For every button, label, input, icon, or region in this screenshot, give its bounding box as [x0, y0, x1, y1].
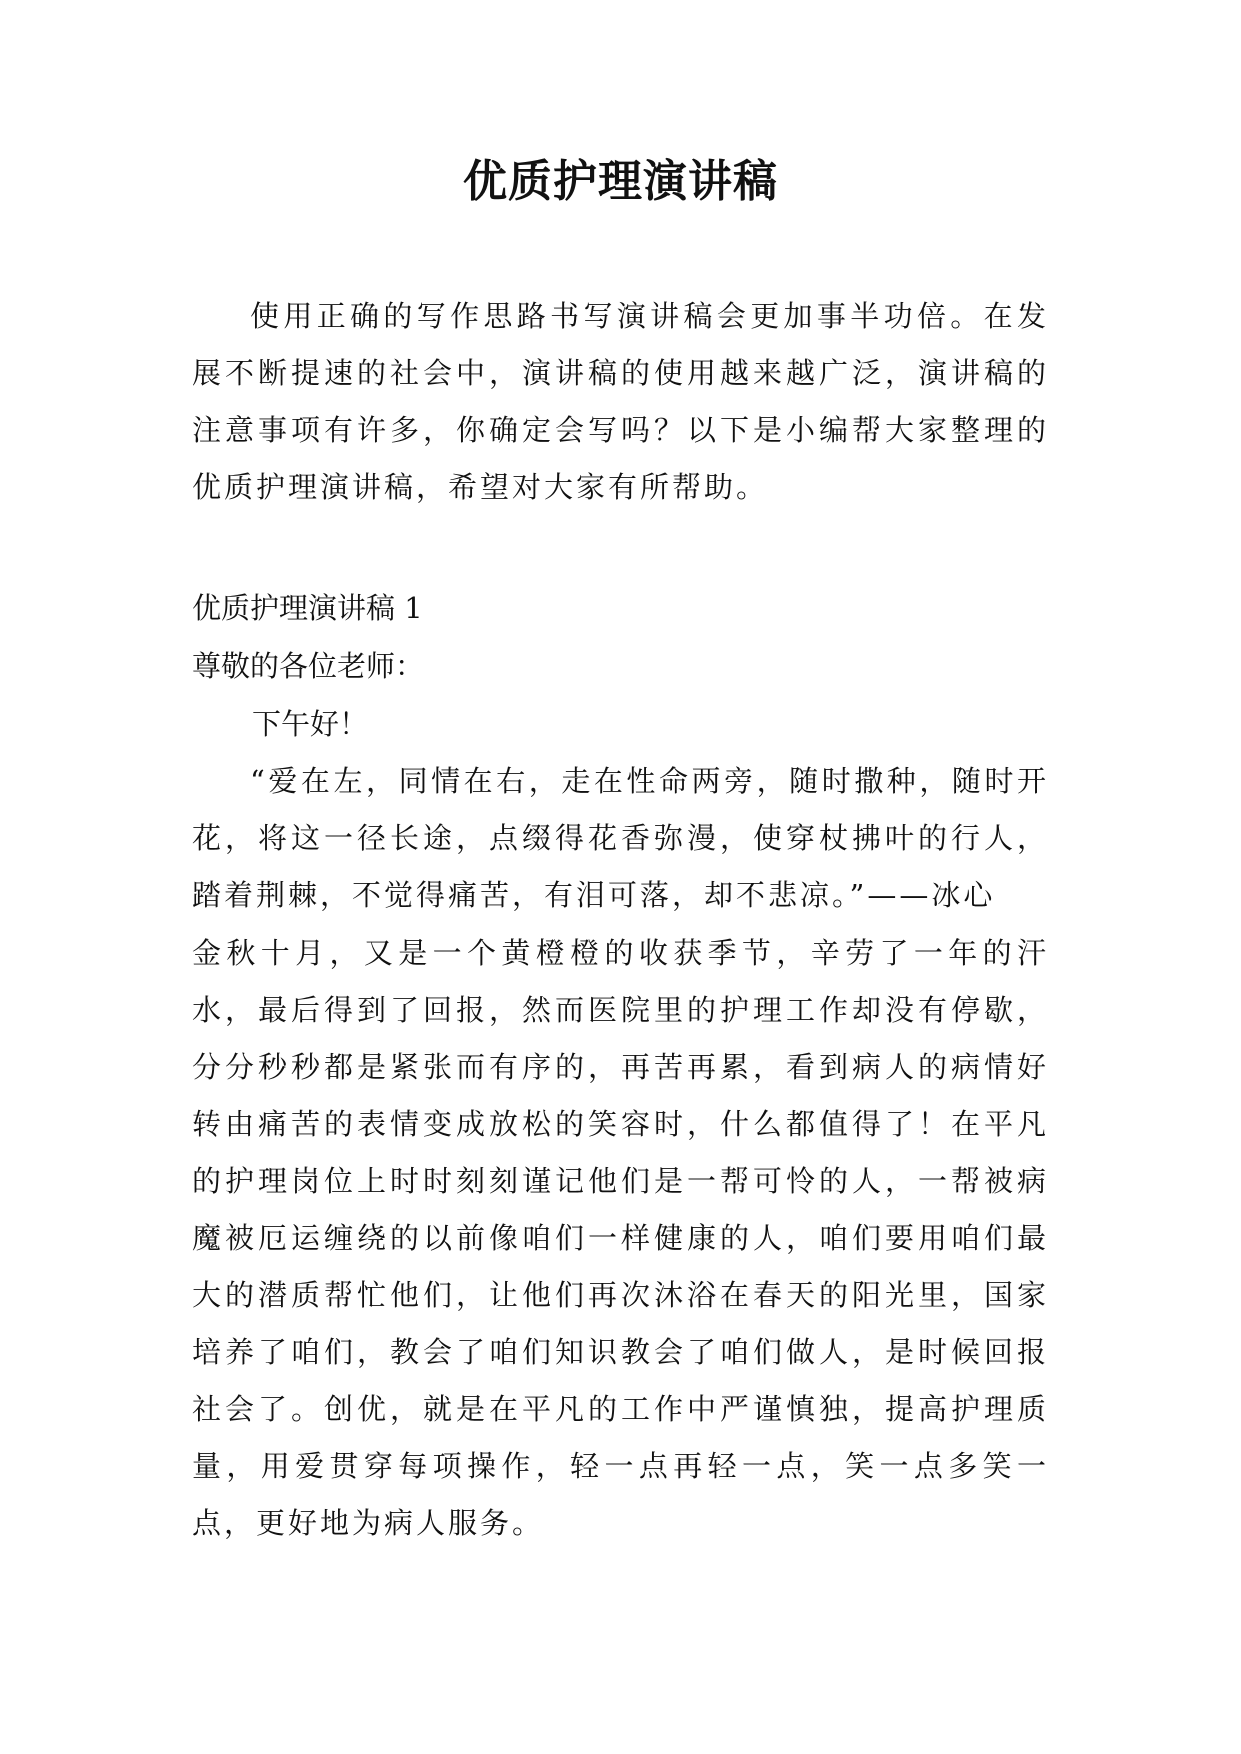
body-paragraph: 金秋十月，又是一个黄橙橙的收获季节，辛劳了一年的汗水，最后得到了回报，然而医院里的护理工作却没有停歇，分分秒秒都是紧张而有序的，再苦再累，看到病人的病情好转由痛苦的表情变成放松的笑容时，什么都值得了！在平凡的护理岗位上时时刻刻谨记他们是一帮可怜的人，一帮被病魔被厄运缠绕的以前像咱们一样健康的人，咱们要用咱们最大的潜质帮忙他们，让他们再次沐浴在春天的阳光里，国家培养了咱们，教会了咱们知识教会了咱们做人，是时候回报社会了。创优，就是在平凡的工作中严谨慎独，提高护理质量，用爱贯穿每项操作，轻一点再轻一点，笑一点多笑一点，更好地为病人服务。 [192, 936, 1049, 1540]
greeting-line: 下午好！ [252, 707, 369, 741]
intro-paragraph: 使用正确的写作思路书写演讲稿会更加事半功倍。在发展不断提速的社会中，演讲稿的使用越来越广泛，演讲稿的注意事项有许多，你确定会写吗？以下是小编帮大家整理的优质护理演讲稿，希望对大家有所帮助。 [192, 299, 1049, 504]
salutation-line: 尊敬的各位老师： [192, 649, 425, 683]
section-heading: 优质护理演讲稿 1 [192, 591, 423, 625]
quote-paragraph: “爱在左，同情在右，走在性命两旁，随时撒种，随时开花，将这一径长途，点缀得花香弥漫，使穿杖拂叶的行人，踏着荆棘，不觉得痛苦，有泪可落，却不悲凉。”——冰心 [192, 764, 1049, 912]
document-title: 优质护理演讲稿 [463, 156, 778, 207]
